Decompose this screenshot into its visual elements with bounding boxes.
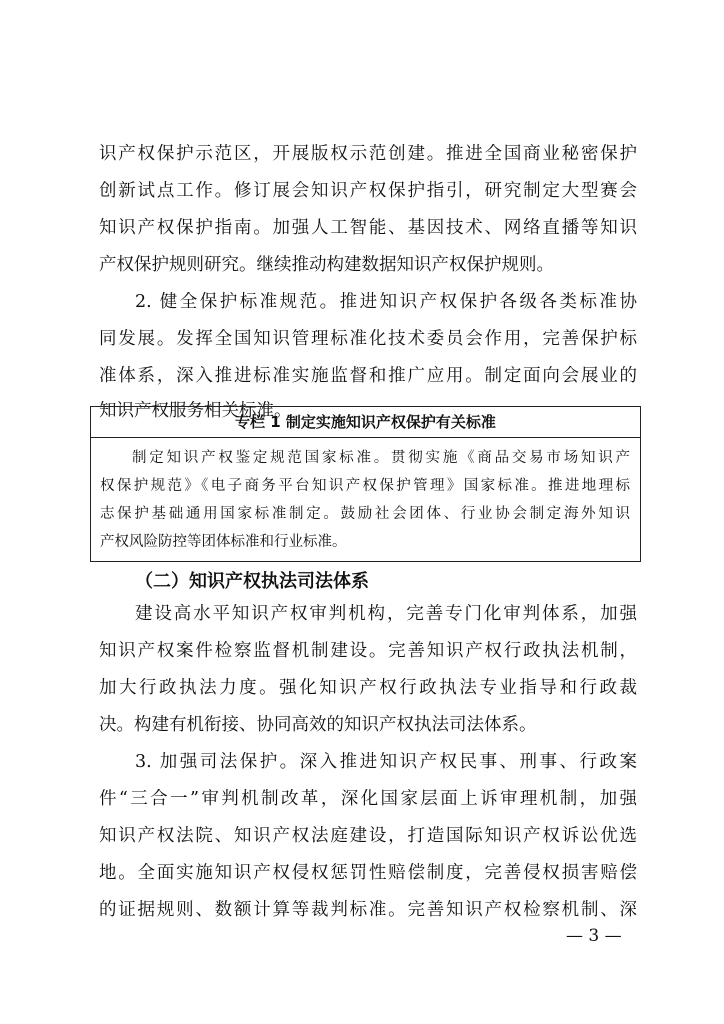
section-line-3: 加大行政执法力度。强化知识产权行政执法专业指导和行政裁 [99, 678, 637, 698]
item2-line-4: 知识产权服务相关标准。 [99, 401, 292, 421]
column-box [90, 406, 641, 562]
intro-line-2: 创新试点工作。修订展会知识产权保护指引，研究制定大型赛会 [99, 181, 637, 201]
section-line-1: 建设高水平知识产权审判机构，完善专门化审判体系，加强 [135, 604, 637, 624]
item3-line-5: 的证据规则、数额计算等裁判标准。完善知识产权检察机制、深 [99, 900, 637, 920]
column-box-line-1: 制定知识产权鉴定规范国家标准。贯彻实施《商品交易市场知识产 [132, 450, 630, 466]
section-line-4: 决。构建有机衔接、协同高效的知识产权执法司法体系。 [99, 715, 537, 735]
column-box-line-3: 志保护基础通用国家标准制定。鼓励社会团体、行业协会制定海外知识 [100, 506, 630, 522]
item2-line-1: 2. 健全保护标准规范。推进知识产权保护各级各类标准协 [135, 292, 637, 312]
intro-line-3: 知识产权保护指南。加强人工智能、基因技术、网络直播等知识 [99, 218, 637, 238]
item3-line-4: 地。全面实施知识产权侵权惩罚性赔偿制度，完善侵权损害赔偿 [99, 863, 637, 883]
item3-line-2: 件“三合一”审判机制改革，深化国家层面上诉审理机制，加强 [99, 789, 637, 809]
section-heading: （二）知识产权执法司法体系 [135, 571, 369, 592]
item2-line-2: 同发展。发挥全国知识管理标准化技术委员会作用，完善保护标 [99, 329, 637, 349]
intro-line-1: 识产权保护示范区，开展版权示范创建。推进全国商业秘密保护 [99, 144, 637, 164]
page-number: — 3 — [566, 926, 622, 946]
column-box-title: 专栏 1 制定实施知识产权保护有关标准 [91, 407, 640, 438]
column-box-line-2: 权保护规范》《电子商务平台知识产权保护管理》国家标准。推进地理标 [100, 478, 630, 494]
column-box-line-4: 产权风险防控等团体标准和行业标准。 [100, 534, 347, 550]
item2-line-3: 准体系，深入推进标准实施监督和推广应用。制定面向会展业的 [99, 366, 637, 386]
intro-line-4: 产权保护规则研究。继续推动构建数据知识产权保护规则。 [99, 255, 554, 275]
item3-line-3: 知识产权法院、知识产权法庭建设，打造国际知识产权诉讼优选 [99, 826, 637, 846]
section-line-2: 知识产权案件检察监督机制建设。完善知识产权行政执法机制， [99, 641, 637, 661]
item3-line-1: 3. 加强司法保护。深入推进知识产权民事、刑事、行政案 [135, 752, 637, 772]
